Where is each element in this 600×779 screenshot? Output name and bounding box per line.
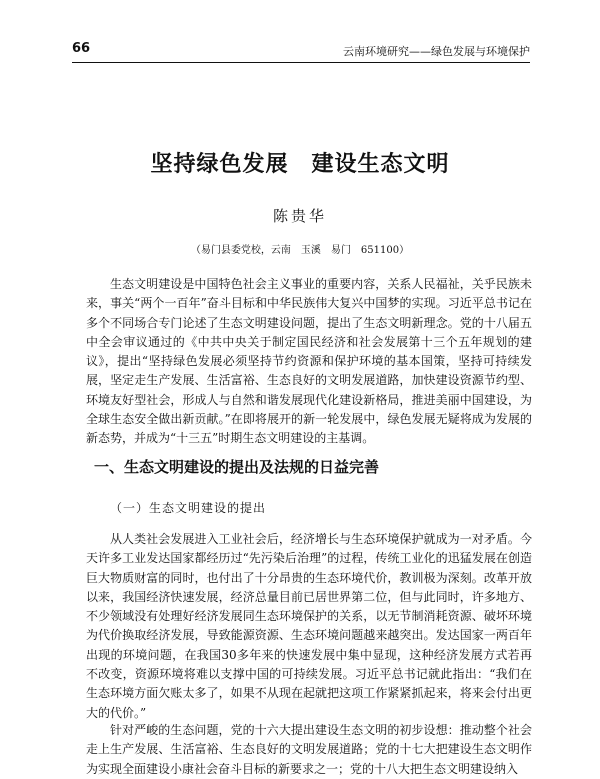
page-header [72, 41, 530, 59]
running-head: 云南环境研究——绿色发展与环境保护 [343, 45, 530, 58]
page-number: 66 [72, 41, 91, 56]
body-paragraph: 从人类社会发展进入工业社会后，经济增长与生态环境保护就成为一对矛盾。今天许多工业发达国家都经历过“先污染后治理”的过程，传统工业化的迅猛发展在创造巨大物质财富的同时，也付出了十分昂贵的生态环境代价，教训极为深刻。改革开放以来，我国经济快速发展，经济总量目前已居世界第二位，但与此同时，许多地方、不少领域没有处理好经济发展同生态环境保护的关系，以无节制消耗资源、破坏环境为代价换取经济发展，导致能源资源、生态环境问题越来越突出。发达国家一两百年出现的环境问题，在我国30多年来的快速发展中集中显现，这种经济发展方式若再不改变，资源环境将难以支撑中国的可持续发展。习近平总书记就此指出：“我们在生态环境方面欠账太多了，如果不从现在起就把这项工作紧紧抓起来，将来会付出更大的代价。” [86, 532, 532, 720]
body-paragraph: 针对严峻的生态问题，党的十六大提出建设生态文明的初步设想：推动整个社会走上生产发展、生活富裕、生态良好的文明发展道路；党的十七大把建设生态文明作为实现全面建设小康社会奋斗目标的新要求之一；党的十八大把生态文明建设纳入 [86, 723, 532, 776]
article-author: 陈贵华 [272, 207, 327, 225]
article-title: 坚持绿色发展 建设生态文明 [150, 152, 450, 177]
header-rule [72, 62, 530, 63]
intro-paragraph: 生态文明建设是中国特色社会主义事业的重要内容，关系人民福祉，关乎民族未来，事关“两个一百年”奋斗目标和中华民族伟大复兴中国梦的实现。习近平总书记在多个不同场合专门论述了生态文明建设问题，提出了生态文明新理念。党的十八届五中全会审议通过的《中共中央关于制定国民经济和社会发展第十三个五年规划的建议》，提出“坚持绿色发展必须坚持节约资源和保护环境的基本国策，坚持可持续发展，坚定走生产发展、生活富裕、生态良好的文明发展道路，加快建设资源节约型、环境友好型社会，形成人与自然和谐发展现代化建设新格局，推进美丽中国建设，为全球生态安全做出新贡献。”在即将展开的新一轮发展中，绿色发展无疑将成为发展的新态势，并成为“十三五”时期生态文明建设的主基调。 [86, 277, 532, 446]
author-affiliation: （易门县委党校，云南 玉溪 易门 651100） [190, 245, 410, 256]
section-heading: 一、生态文明建设的提出及法规的日益完善 [94, 458, 380, 476]
subsection-heading: （一）生态文明建设的提出 [110, 501, 267, 515]
